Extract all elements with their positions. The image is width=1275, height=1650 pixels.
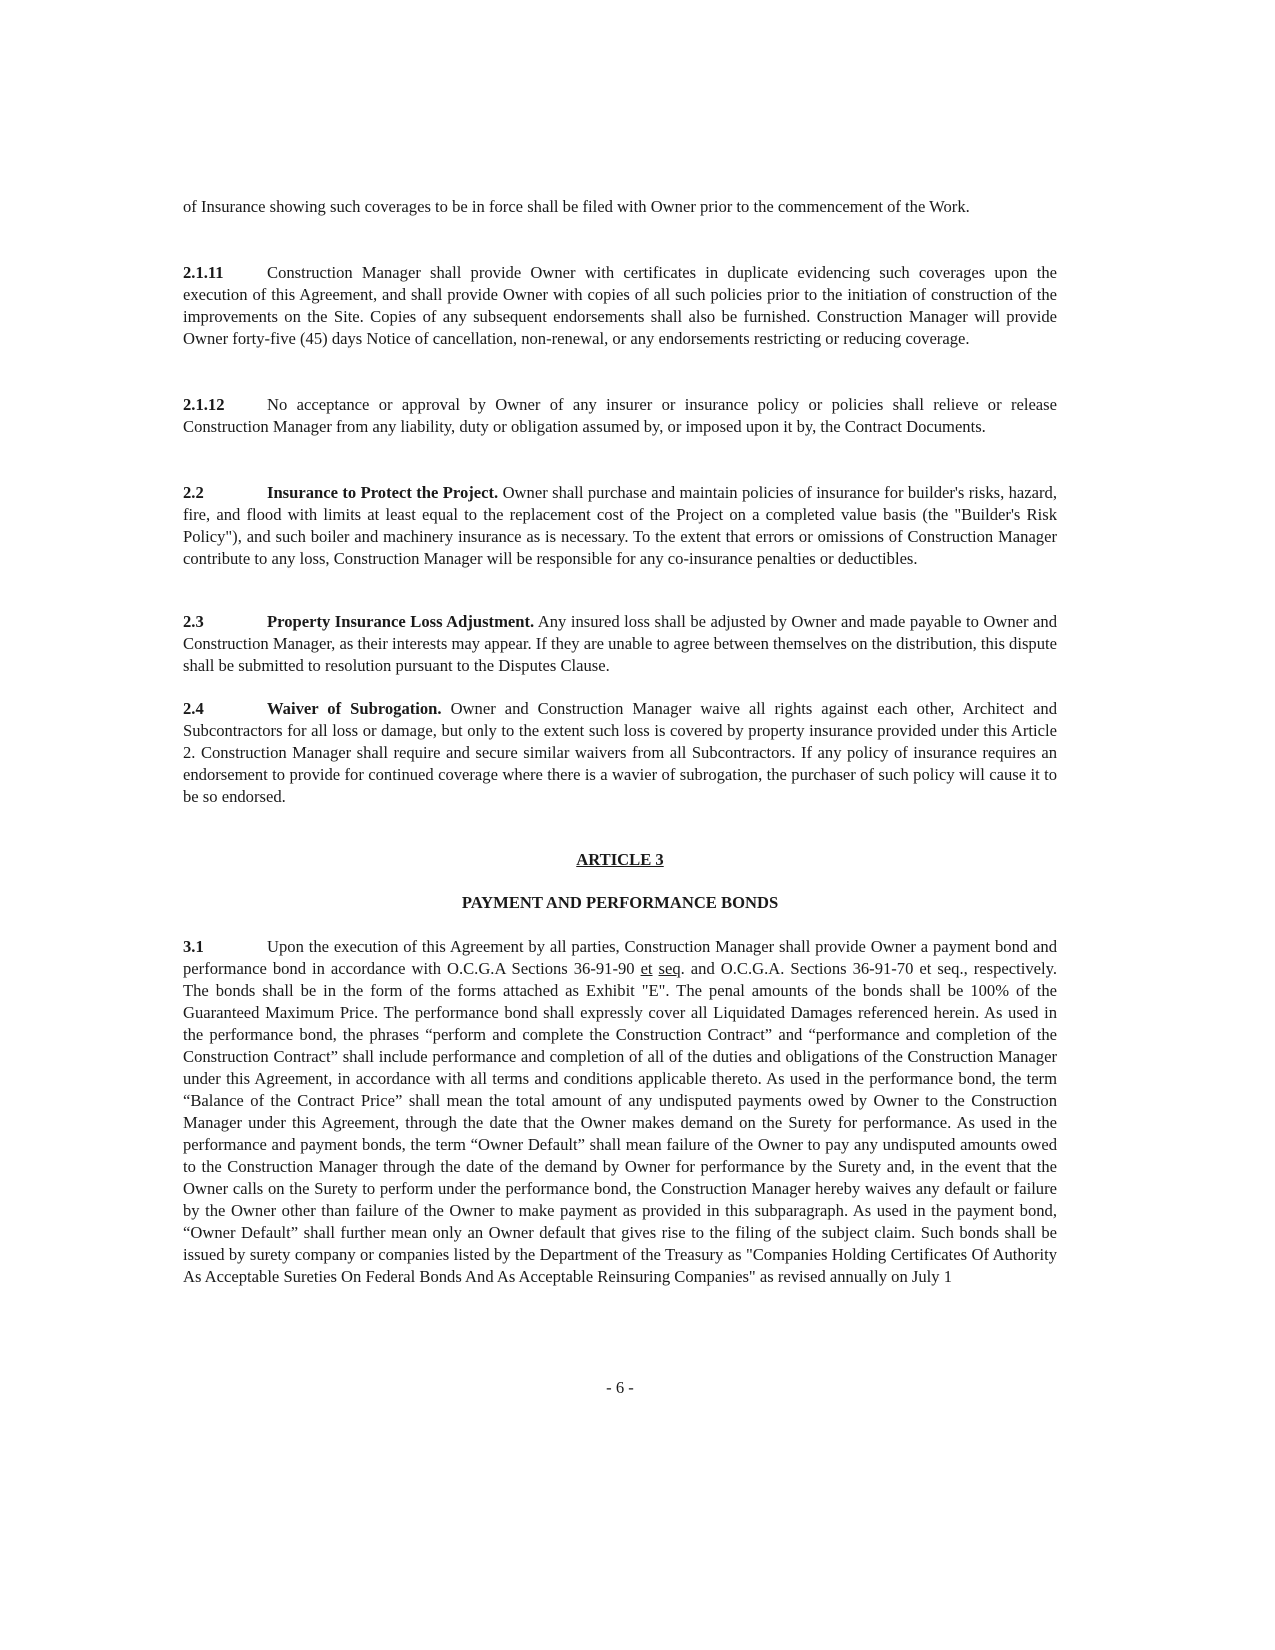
paragraph-continuation: of Insurance showing such coverages to be in force shall be filed with Owner prior to the commencement of the Work.: [183, 197, 970, 216]
section-2-2: 2.2 Insurance to Protect the Project. Owner shall purchase and maintain policies of insurance for builder's risks, hazard, fire, and flood with limits at least equal to the replacement cost of the Project on a completed value basis (the "Builder's Risk Policy"), and such boiler and machinery insurance as is necessary. To the extent that errors or omissions of Construction Manager contribute to any loss, Construction Manager will be responsible for any co-insurance penalties or deductibles.: [183, 483, 1057, 568]
section-number: 2.1.11: [183, 263, 224, 282]
article-title: PAYMENT AND PERFORMANCE BONDS: [461, 893, 779, 912]
section-heading: Property Insurance Loss Adjustment.: [267, 612, 535, 631]
section-3-1: 3.1 Upon the execution of this Agreement by all parties, Construction Manager shall provide Owner a payment bond and performance bond in accordance with O.C.G.A Sections 36-91-90 et seq. and O.C.G.A. Sections 36-91-70 et seq., respectively. The bonds shall be in the form of the forms attached as Exhibit "E". The penal amounts of the bonds shall be 100% of the Guaranteed Maximum Price. The performance bond shall expressly cover all Liquidated Damages referenced herein. As used in the performance bond, the phrases “perform and complete the Construction Contract” and “performance and completion of the Construction Contract” shall include performance and completion of all of the duties and obligations of the Construction Manager under this Agreement, in accordance with all terms and conditions applicable thereto. As used in the performance bond, the term “Balance of the Contract Price” shall mean the total amount of any undisputed payments owed by Owner to the Construction Manager under this Agreement, through the date that the Owner makes demand on the Surety for performance. As used in the performance and payment bonds, the term “Owner Default” shall mean failure of the Owner to pay any undisputed amounts owed to the Construction Manager through the date of the demand by Owner for performance by the Surety and, in the event that the Owner calls on the Surety to perform under the performance bond, the Construction Manager hereby waives any default or failure by the Owner other than failure of the Owner to make payment as provided in this subparagraph. As used in the payment bond, “Owner Default” shall further mean only an Owner default that gives rise to the filing of the subject claim. Such bonds shall be issued by surety company or companies listed by the Department of the Treasury as "Companies Holding Certificates Of Authority As Acceptable Sureties On Federal Bonds And As Acceptable Reinsuring Companies" as revised annually on July 1: [183, 937, 1057, 1286]
section-2-1-12: 2.1.12 No acceptance or approval by Owner of any insurer or insurance policy or policies shall relieve or release Construction Manager from any liability, duty or obligation assumed by, or imposed upon it by, the Contract Documents.: [183, 395, 1057, 436]
section-number: 2.4: [183, 699, 204, 718]
section-heading: Insurance to Protect the Project.: [267, 483, 499, 502]
page-number: - 6 -: [606, 1378, 634, 1397]
section-2-1-11: 2.1.11 Construction Manager shall provide Owner with certificates in duplicate evidencing such coverages upon the execution of this Agreement, and shall provide Owner with copies of all such policies prior to the initiation of construction of the improvements on the Site. Copies of any subsequent endorsements shall also be furnished. Construction Manager will provide Owner forty-five (45) days Notice of cancellation, non-renewal, or any endorsements restricting or reducing coverage.: [183, 263, 1057, 348]
section-2-4: 2.4 Waiver of Subrogation. Owner and Construction Manager waive all rights against each other, Architect and Subcontractors for all loss or damage, but only to the extent such loss is covered by property insurance provided under this Article 2. Construction Manager shall require and secure similar waivers from all Subcontractors. If any policy of insurance requires an endorsement to provide for continued coverage where there is a wavier of subrogation, the purchaser of such policy will cause it to be so endorsed.: [183, 699, 1057, 806]
section-heading: Waiver of Subrogation.: [267, 699, 442, 718]
article-label: ARTICLE 3: [576, 850, 664, 869]
section-2-3: 2.3 Property Insurance Loss Adjustment. Any insured loss shall be adjusted by Owner and made payable to Owner and Construction Manager, as their interests may appear. If they are unable to agree between themselves on the distribution, this dispute shall be submitted to resolution pursuant to the Disputes Clause.: [183, 612, 1058, 675]
section-number: 2.2: [183, 483, 204, 502]
section-number: 2.1.12: [183, 395, 225, 414]
section-number: 2.3: [183, 612, 204, 631]
section-number: 3.1: [183, 937, 204, 956]
